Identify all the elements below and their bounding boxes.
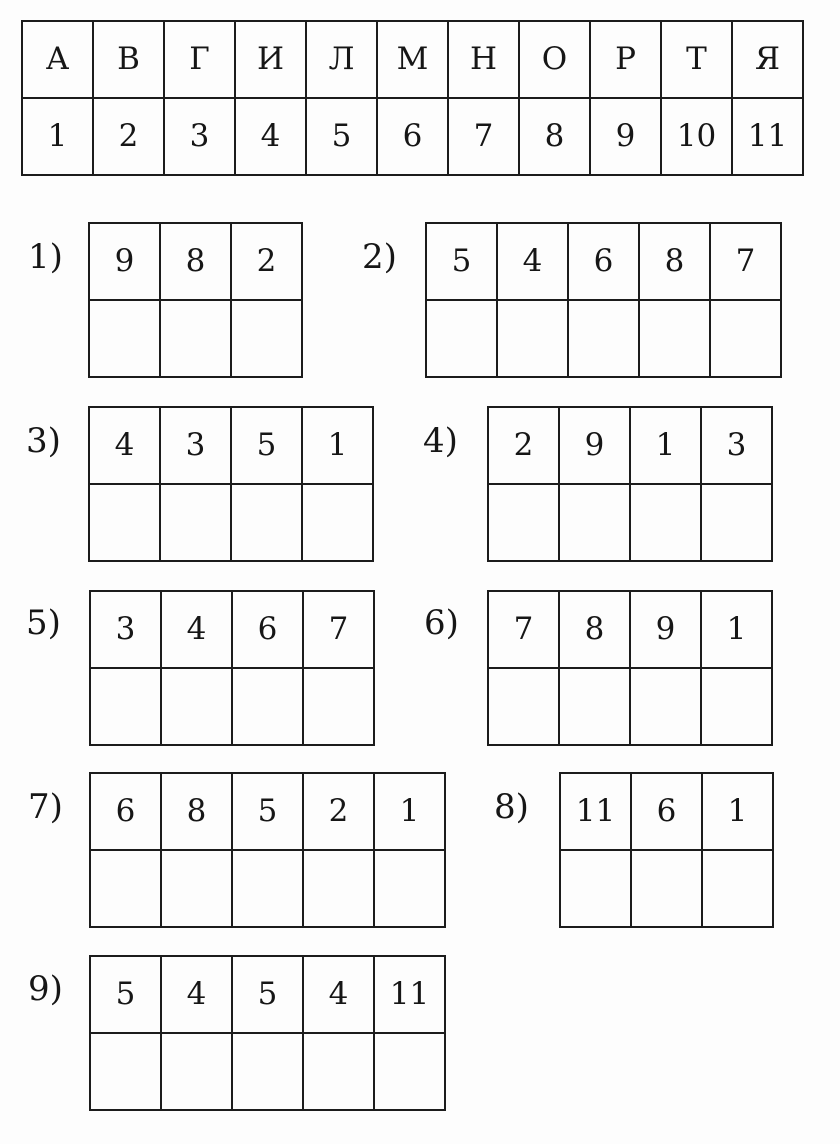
puzzle-table [89, 772, 446, 928]
answer-cell[interactable] [90, 850, 161, 927]
key-letters-row [22, 21, 803, 98]
answer-cell[interactable] [630, 484, 701, 561]
key-number-cell: 10 [661, 98, 732, 175]
answer-cell[interactable] [90, 668, 161, 745]
answer-cell[interactable] [639, 300, 710, 377]
puzzle-table [89, 590, 375, 746]
answer-cell[interactable] [89, 484, 160, 561]
answer-cell[interactable] [160, 484, 231, 561]
code-cell: 8 [161, 773, 232, 850]
code-cell: 1 [701, 591, 772, 668]
key-letter-cell: И [235, 21, 306, 98]
puzzle-number: 2) [362, 237, 397, 277]
answer-cell[interactable] [161, 850, 232, 927]
puzzle-table [425, 222, 782, 378]
answer-cell[interactable] [559, 484, 630, 561]
puzzle-code-row [488, 591, 772, 668]
puzzle-number: 9) [28, 969, 63, 1009]
key-letter-cell: В [93, 21, 164, 98]
puzzle-number: 3) [26, 421, 61, 461]
code-cell: 8 [639, 223, 710, 300]
puzzle-answer-row [89, 484, 373, 561]
answer-cell[interactable] [231, 300, 302, 377]
code-cell: 5 [426, 223, 497, 300]
key-letter-cell: Г [164, 21, 235, 98]
puzzle-code-row [90, 956, 445, 1033]
puzzle-answer-row [90, 1033, 445, 1110]
cipher-key-table [21, 20, 804, 176]
answer-cell[interactable] [303, 668, 374, 745]
code-cell: 6 [232, 591, 303, 668]
answer-cell[interactable] [160, 300, 231, 377]
key-number-cell: 4 [235, 98, 306, 175]
code-cell: 5 [232, 956, 303, 1033]
code-cell: 3 [90, 591, 161, 668]
key-number-cell: 6 [377, 98, 448, 175]
answer-cell[interactable] [568, 300, 639, 377]
code-cell: 7 [303, 591, 374, 668]
key-letter-cell: Р [590, 21, 661, 98]
answer-cell[interactable] [303, 850, 374, 927]
puzzle-number: 8) [494, 787, 529, 827]
code-cell: 4 [303, 956, 374, 1033]
key-letter-cell: Я [732, 21, 803, 98]
answer-cell[interactable] [161, 1033, 232, 1110]
answer-cell[interactable] [710, 300, 781, 377]
puzzle-number: 5) [26, 603, 61, 643]
puzzle-table [88, 406, 374, 562]
puzzle-answer-row [488, 668, 772, 745]
code-cell: 5 [231, 407, 302, 484]
answer-cell[interactable] [702, 850, 773, 927]
answer-cell[interactable] [232, 850, 303, 927]
answer-cell[interactable] [488, 668, 559, 745]
code-cell: 2 [488, 407, 559, 484]
code-cell: 6 [568, 223, 639, 300]
code-cell: 7 [710, 223, 781, 300]
answer-cell[interactable] [560, 850, 631, 927]
puzzle-number: 1) [28, 237, 63, 277]
key-number-cell: 3 [164, 98, 235, 175]
answer-cell[interactable] [374, 850, 445, 927]
puzzle-answer-row [488, 484, 772, 561]
key-letter-cell: Н [448, 21, 519, 98]
code-cell: 4 [89, 407, 160, 484]
key-number-cell: 11 [732, 98, 803, 175]
puzzle-answer-row [90, 668, 374, 745]
code-cell: 11 [560, 773, 631, 850]
puzzle-code-row [89, 223, 302, 300]
code-cell: 4 [497, 223, 568, 300]
answer-cell[interactable] [630, 668, 701, 745]
code-cell: 8 [160, 223, 231, 300]
code-cell: 8 [559, 591, 630, 668]
key-letter-cell: Л [306, 21, 377, 98]
code-cell: 5 [232, 773, 303, 850]
answer-cell[interactable] [89, 300, 160, 377]
puzzle-code-row [488, 407, 772, 484]
code-cell: 6 [631, 773, 702, 850]
answer-cell[interactable] [232, 668, 303, 745]
key-letter-cell: М [377, 21, 448, 98]
puzzle-code-row [90, 773, 445, 850]
answer-cell[interactable] [90, 1033, 161, 1110]
code-cell: 6 [90, 773, 161, 850]
answer-cell[interactable] [701, 668, 772, 745]
code-cell: 3 [160, 407, 231, 484]
code-cell: 3 [701, 407, 772, 484]
puzzle-code-row [89, 407, 373, 484]
puzzle-answer-row [426, 300, 781, 377]
answer-cell[interactable] [559, 668, 630, 745]
puzzle-number: 6) [424, 603, 459, 643]
code-cell: 2 [303, 773, 374, 850]
puzzle-table [88, 222, 303, 378]
code-cell: 1 [374, 773, 445, 850]
puzzle-code-row [560, 773, 773, 850]
answer-cell[interactable] [232, 1033, 303, 1110]
puzzle-table [487, 406, 773, 562]
code-cell: 2 [231, 223, 302, 300]
answer-cell[interactable] [488, 484, 559, 561]
code-cell: 4 [161, 956, 232, 1033]
code-cell: 5 [90, 956, 161, 1033]
puzzle-code-row [426, 223, 781, 300]
answer-cell[interactable] [231, 484, 302, 561]
key-number-cell: 2 [93, 98, 164, 175]
key-number-cell: 9 [590, 98, 661, 175]
key-letter-cell: О [519, 21, 590, 98]
answer-cell[interactable] [426, 300, 497, 377]
puzzle-answer-row [560, 850, 773, 927]
key-number-cell: 8 [519, 98, 590, 175]
code-cell: 1 [702, 773, 773, 850]
answer-cell[interactable] [302, 484, 373, 561]
code-cell: 4 [161, 591, 232, 668]
answer-cell[interactable] [303, 1033, 374, 1110]
key-number-cell: 5 [306, 98, 377, 175]
code-cell: 11 [374, 956, 445, 1033]
code-cell: 9 [630, 591, 701, 668]
answer-cell[interactable] [161, 668, 232, 745]
key-numbers-row [22, 98, 803, 175]
code-cell: 1 [630, 407, 701, 484]
answer-cell[interactable] [631, 850, 702, 927]
code-cell: 9 [89, 223, 160, 300]
code-cell: 1 [302, 407, 373, 484]
code-cell: 9 [559, 407, 630, 484]
puzzle-table [559, 772, 774, 928]
key-number-cell: 7 [448, 98, 519, 175]
answer-cell[interactable] [701, 484, 772, 561]
answer-cell[interactable] [497, 300, 568, 377]
key-letter-cell: А [22, 21, 93, 98]
puzzle-answer-row [90, 850, 445, 927]
key-letter-cell: Т [661, 21, 732, 98]
puzzle-answer-row [89, 300, 302, 377]
puzzle-table [89, 955, 446, 1111]
puzzle-number: 4) [423, 421, 458, 461]
puzzle-table [487, 590, 773, 746]
answer-cell[interactable] [374, 1033, 445, 1110]
puzzle-code-row [90, 591, 374, 668]
key-number-cell: 1 [22, 98, 93, 175]
code-cell: 7 [488, 591, 559, 668]
puzzle-number: 7) [28, 787, 63, 827]
